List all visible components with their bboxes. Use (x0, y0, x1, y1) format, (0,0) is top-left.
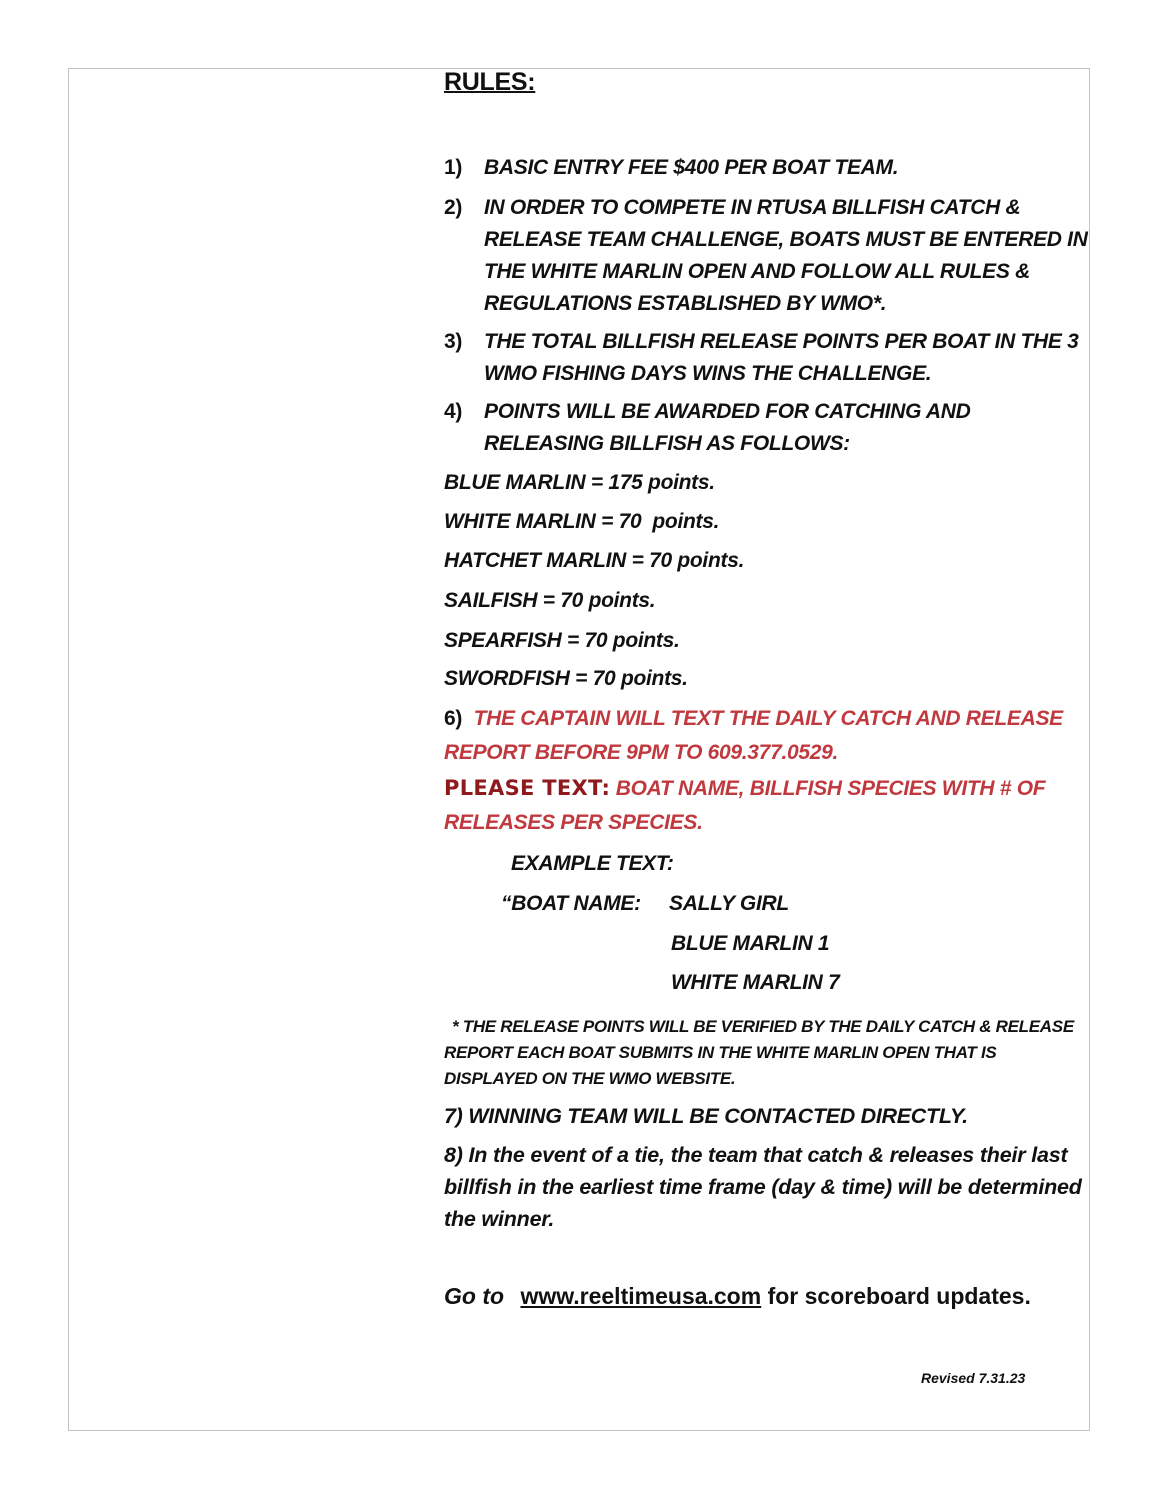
rule-6 (444, 702, 1084, 770)
rule-text: IN ORDER TO COMPETE IN RTUSA BILLFISH CATCH & RELEASE TEAM CHALLENGE, BOATS MUST BE ENTERED IN THE WHITE MARLIN OPEN AND FOLLOW ALL RULES & REGULATIONS ESTABLISHED BY WMO*. (484, 196, 1088, 315)
rule-text: BASIC ENTRY FEE $400 PER BOAT TEAM. (484, 156, 899, 179)
example-line: WHITE MARLIN 7 (671, 971, 840, 994)
example-boat-name: SALLY GIRL (669, 892, 789, 915)
rule-number: 6) (444, 707, 463, 730)
rule-1 (444, 152, 1089, 184)
example-line: BLUE MARLIN 1 (671, 932, 830, 955)
points-swordfish: SWORDFISH = 70 points. (444, 667, 688, 690)
points-blue-marlin: BLUE MARLIN = 175 points. (444, 471, 715, 494)
rule-8: 8) In the event of a tie, the team that catch & releases their last billfish in the earliest time frame (day & time) will be determined the winner. (444, 1143, 1082, 1231)
rule-7: 7) WINNING TEAM WILL BE CONTACTED DIRECTLY. (444, 1104, 968, 1128)
points-spearfish: SPEARFISH = 70 points. (444, 629, 680, 652)
please-text-detail: BOAT NAME, BILLFISH SPECIES WITH # OF RELEASES PER SPECIES. (444, 777, 1046, 834)
rules-title: RULES: (444, 68, 536, 96)
please-text-instruction (444, 771, 1084, 840)
rule-number: 2) (444, 196, 463, 219)
footnote: * THE RELEASE POINTS WILL BE VERIFIED BY THE DAILY CATCH & RELEASE REPORT EACH BOAT SUBMITS IN THE WHITE MARLIN OPEN THAT IS DISPLAYED ON THE WMO WEBSITE. (444, 1017, 1074, 1088)
reeltimeusa-link[interactable]: www.reeltimeusa.com (520, 1283, 762, 1309)
footer-suffix: for scoreboard updates. (767, 1283, 1031, 1309)
rule-3 (444, 326, 1089, 390)
rule-number: 1) (444, 156, 463, 179)
rule-6-text: THE CAPTAIN WILL TEXT THE DAILY CATCH AND RELEASE REPORT BEFORE 9PM TO 609.377.0529. (444, 707, 1063, 764)
rule-text: THE TOTAL BILLFISH RELEASE POINTS PER BOAT IN THE 3 WMO FISHING DAYS WINS THE CHALLENGE. (484, 330, 1079, 385)
points-white-marlin: WHITE MARLIN = 70 points. (444, 510, 720, 533)
rule-4 (444, 396, 1089, 460)
points-hatchet-marlin: HATCHET MARLIN = 70 points. (444, 549, 745, 572)
please-text-label: PLEASE TEXT: (444, 776, 611, 800)
footer-prefix: Go to (444, 1283, 505, 1309)
footer-line (444, 1283, 1031, 1310)
rule-text: POINTS WILL BE AWARDED FOR CATCHING AND RELEASING BILLFISH AS FOLLOWS: (484, 400, 971, 455)
revised-date: Revised 7.31.23 (921, 1370, 1026, 1386)
rule-number: 3) (444, 330, 463, 353)
example-heading: EXAMPLE TEXT: (511, 852, 674, 875)
rule-2 (444, 192, 1089, 320)
rule-number: 4) (444, 400, 463, 423)
points-sailfish: SAILFISH = 70 points. (444, 589, 656, 612)
example-boat-label: “BOAT NAME: (501, 892, 641, 915)
